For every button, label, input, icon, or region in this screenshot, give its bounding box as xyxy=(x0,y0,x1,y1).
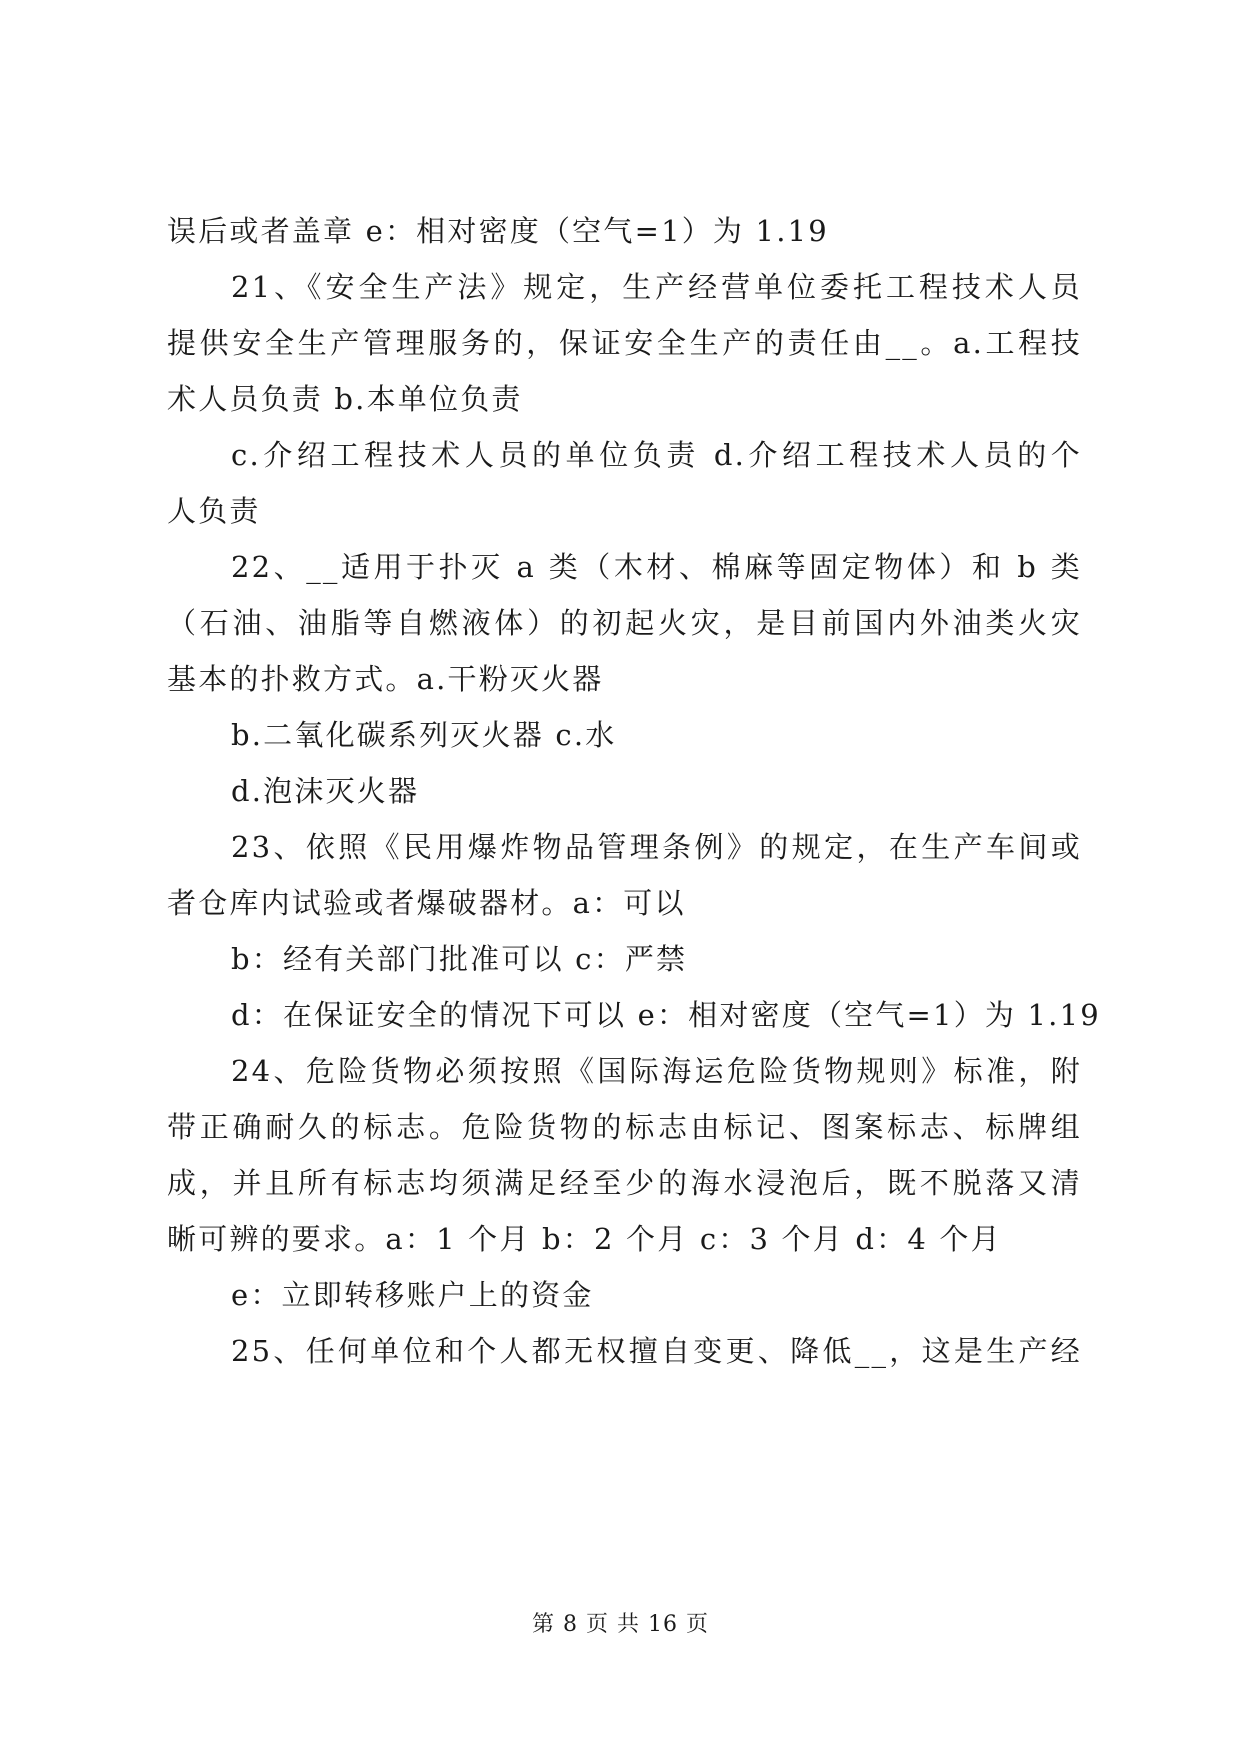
question-23-line: 23、依照《民用爆炸物品管理条例》的规定，在生产车间或 xyxy=(231,830,1082,864)
text-line: c.介绍工程技术人员的单位负责 d.介绍工程技术人员的个 xyxy=(231,438,1082,472)
text-line: 提供安全生产管理服务的，保证安全生产的责任由__。a.工程技 xyxy=(167,326,1082,360)
text-line: b：经有关部门批准可以 c：严禁 xyxy=(231,942,688,976)
text-line: 者仓库内试验或者爆破器材。a：可以 xyxy=(167,886,686,920)
text-line: 术人员负责 b.本单位负责 xyxy=(167,382,523,416)
text-line: d.泡沫灭火器 xyxy=(231,774,420,808)
text-line: 晰可辨的要求。a：1 个月 b：2 个月 c：3 个月 d：4 个月 xyxy=(167,1222,1002,1256)
text-line: b.二氧化碳系列灭火器 c.水 xyxy=(231,718,617,752)
question-22-line: 22、__适用于扑灭 a 类（木材、棉麻等固定物体）和 b 类 xyxy=(231,550,1082,584)
text-line: e：立即转移账户上的资金 xyxy=(231,1278,594,1312)
question-21-line: 21、《安全生产法》规定，生产经营单位委托工程技术人员 xyxy=(231,270,1082,304)
question-24-line: 24、危险货物必须按照《国际海运危险货物规则》标准，附 xyxy=(231,1054,1082,1088)
text-line: 基本的扑救方式。a.干粉灭火器 xyxy=(167,662,604,696)
question-25-line: 25、任何单位和个人都无权擅自变更、降低__，这是生产经 xyxy=(231,1334,1082,1368)
text-line: 带正确耐久的标志。危险货物的标志由标记、图案标志、标牌组 xyxy=(167,1110,1082,1144)
text-line: （石油、油脂等自燃液体）的初起火灾，是目前国内外油类火灾 xyxy=(167,606,1082,640)
text-line: 人负责 xyxy=(167,494,261,528)
text-line: 成，并且所有标志均须满足经至少的海水浸泡后，既不脱落又清 xyxy=(167,1166,1082,1200)
text-line: d：在保证安全的情况下可以 e：相对密度（空气=1）为 1.19 xyxy=(231,998,1101,1032)
text-line: 误后或者盖章 e：相对密度（空气=1）为 1.19 xyxy=(167,214,829,248)
page-number-footer: 第 8 页 共 16 页 xyxy=(532,1612,709,1637)
